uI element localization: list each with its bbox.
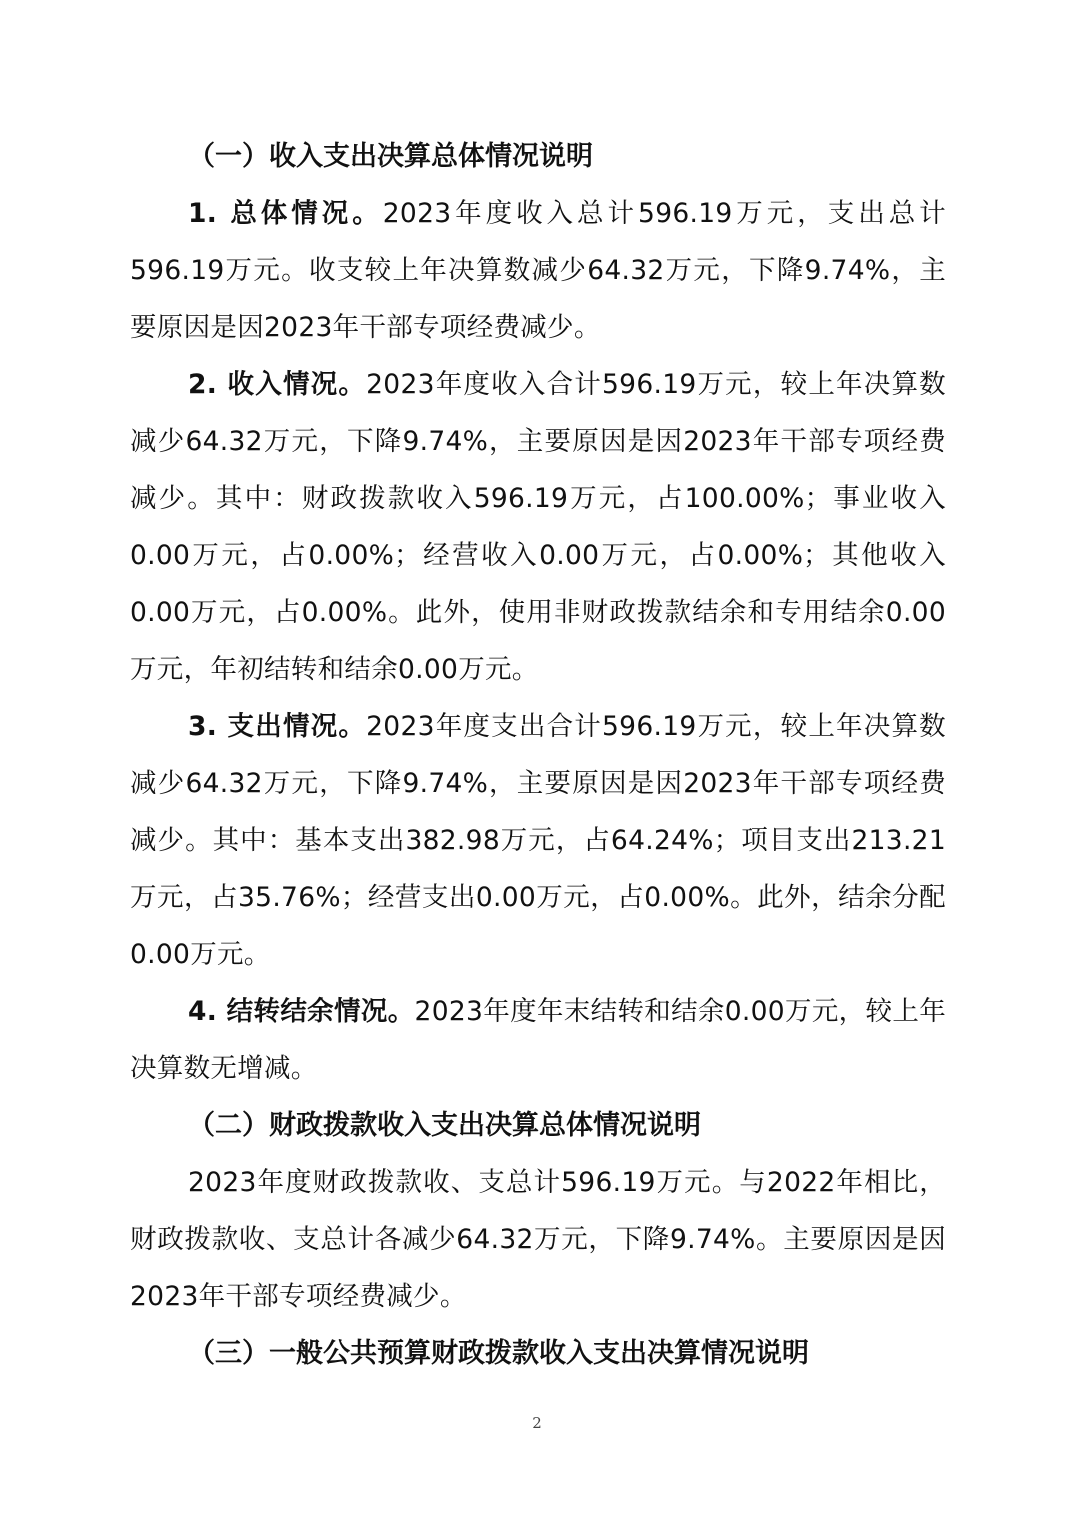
- document-body: [130, 128, 946, 1382]
- paragraph-carryover: [130, 983, 946, 1097]
- paragraph-expenditure: [130, 698, 946, 983]
- section-heading-2: （二）财政拨款收入支出决算总体情况说明: [188, 1110, 701, 1141]
- paragraph-text: 2023年度财政拨款收、支总计596.19万元。与2022年相比，财政拨款收、支总计各减少64.32万元，下降9.74%。主要原因是因2023年干部专项经费减少。: [130, 1167, 946, 1312]
- section-heading-3: （三）一般公共预算财政拨款收入支出决算情况说明: [188, 1338, 809, 1369]
- paragraph-text: 2023年度收入合计596.19万元，较上年决算数减少64.32万元，下降9.74%，主要原因是因2023年干部专项经费减少。其中：财政拨款收入596.19万元，占100.00%；事业收入0.00万元，占0.00%；经营收入0.00万元，占0.00%；其他收入0.00万元，占0.00%。此外，使用非财政拨款结余和专用结余0.00万元，年初结转和结余0.00万元。: [130, 369, 946, 685]
- paragraph-overall: [130, 185, 946, 356]
- paragraph-fiscal-allocation: [130, 1154, 946, 1325]
- paragraph-lead: 3. 支出情况。: [188, 711, 367, 742]
- paragraph-lead: 4. 结转结余情况。: [188, 996, 415, 1027]
- paragraph-text: 2023年度收入总计596.19万元，支出总计596.19万元。收支较上年决算数减少64.32万元，下降9.74%，主要原因是因2023年干部专项经费减少。: [130, 198, 946, 343]
- paragraph-lead: 1. 总体情况。: [188, 198, 383, 229]
- paragraph-text: 2023年度支出合计596.19万元，较上年决算数减少64.32万元，下降9.74%，主要原因是因2023年干部专项经费减少。其中：基本支出382.98万元，占64.24%；项目支出213.21万元，占35.76%；经营支出0.00万元，占0.00%。此外，结余分配0.00万元。: [130, 711, 946, 970]
- paragraph-text: 2023年度年末结转和结余0.00万元，较上年决算数无增减。: [130, 996, 946, 1084]
- paragraph-income: [130, 356, 946, 698]
- page-number: 2: [532, 1414, 542, 1432]
- section-heading-1: （一）收入支出决算总体情况说明: [188, 141, 593, 172]
- paragraph-lead: 2. 收入情况。: [188, 369, 367, 400]
